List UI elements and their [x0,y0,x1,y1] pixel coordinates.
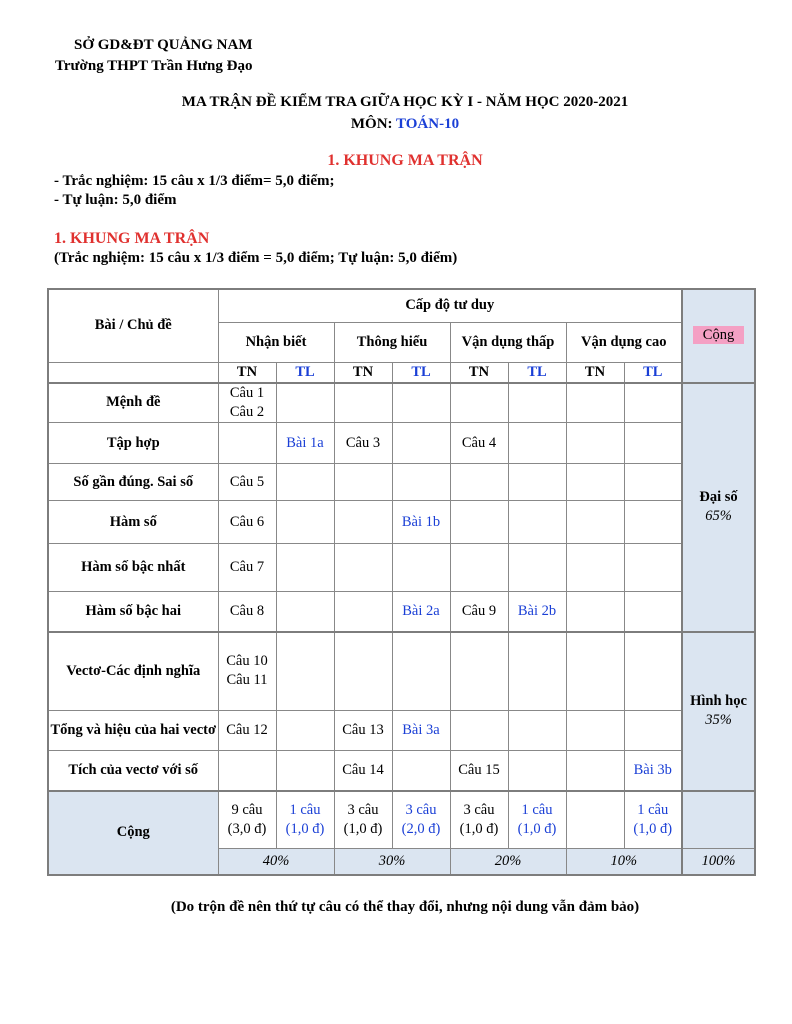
total-cell: 3 câu (1,0 đ) [334,791,392,849]
table-row [48,632,755,711]
footnote: (Do trộn đề nên thứ tự câu có thể thay đổi, nhưng nội dung vẫn đảm bảo) [170,899,640,915]
table-cell [218,423,276,464]
algebra-group-cell [682,383,755,632]
table-cell [566,711,624,751]
topic-cell: Vectơ-Các định nghĩa [48,632,218,711]
table-cell [566,632,624,711]
table-row [48,464,755,501]
table-row [48,711,755,751]
col-tl: TL [276,362,334,383]
table-cell: Bài 3a [392,711,450,751]
topic-cell: Hàm số bậc nhất [48,544,218,592]
algebra-group-percent: 65% [705,508,732,524]
score-summary-line: (Trắc nghiệm: 15 câu x 1/3 điểm = 5,0 điểm; Tự luận: 5,0 điểm) [54,250,458,266]
table-cell [624,592,682,632]
table-cell [334,383,392,423]
percent-low-application: 20% [450,849,566,875]
table-row [48,383,755,423]
table-cell [334,501,392,544]
table-cell [392,751,450,791]
table-cell [276,501,334,544]
table-cell: Câu 9 [450,592,508,632]
topic-cell: Hàm số [48,501,218,544]
table-cell: Bài 1b [392,501,450,544]
table-cell [624,501,682,544]
table-cell: Bài 3b [624,751,682,791]
table-cell [508,751,566,791]
table-cell: Câu 13 [334,711,392,751]
subject-label: MÔN: [350,116,397,132]
table-cell: Câu 14 [334,751,392,791]
geometry-group-name: Hình học [690,693,747,709]
table-cell [218,751,276,791]
table-cell: Câu 1 Câu 2 [218,383,276,423]
percent-recognition: 40% [218,849,334,875]
total-cell [566,791,624,849]
table-cell: Câu 7 [218,544,276,592]
table-cell [566,751,624,791]
table-cell [624,632,682,711]
table-row [48,592,755,632]
total-cell: 3 câu (2,0 đ) [392,791,450,849]
table-cell [566,592,624,632]
col-tl: TL [624,362,682,383]
multiple-choice-line: - Trắc nghiệm: 15 câu x 1/3 điểm= 5,0 điểm; [54,173,335,189]
table-cell [276,751,334,791]
table-cell: Câu 12 [218,711,276,751]
total-label: Cộng [48,791,218,875]
department-name: SỞ GD&ĐT QUẢNG NAM [74,37,253,53]
table-cell [508,632,566,711]
table-cell [508,423,566,464]
table-cell [334,592,392,632]
table-cell: Câu 10 Câu 11 [218,632,276,711]
level-low-application: Vận dụng thấp [450,322,566,362]
total-blank [682,791,755,849]
table-row [48,751,755,791]
topic-cell: Số gần đúng. Sai số [48,464,218,501]
table-cell [508,544,566,592]
total-cell: 1 câu (1,0 đ) [508,791,566,849]
essay-line: - Tự luận: 5,0 điểm [54,192,177,208]
level-high-application: Vận dụng cao [566,322,682,362]
table-cell [334,464,392,501]
level-recognition: Nhận biết [218,322,334,362]
table-cell: Bài 2b [508,592,566,632]
topic-subheader-blank [48,362,218,383]
col-tl: TL [392,362,450,383]
table-cell [392,632,450,711]
percent-understanding: 30% [334,849,450,875]
table-cell [276,592,334,632]
percent-high-application: 10% [566,849,682,875]
topic-cell: Tổng và hiệu của hai vectơ [48,711,218,751]
col-tl: TL [508,362,566,383]
subject-line [0,116,792,133]
level-understanding: Thông hiểu [334,322,450,362]
document-title: MA TRẬN ĐỀ KIỂM TRA GIỮA HỌC KỲ I - NĂM HỌC 2020-2021 [181,94,629,110]
table-row [48,544,755,592]
total-cell: 3 câu (1,0 đ) [450,791,508,849]
topic-header: Bài / Chủ đề [48,289,218,362]
table-cell [624,464,682,501]
total-cell: 1 câu (1,0 đ) [624,791,682,849]
table-cell [334,632,392,711]
table-cell [566,464,624,501]
table-cell [624,711,682,751]
table-cell: Câu 3 [334,423,392,464]
table-cell [450,711,508,751]
table-cell [624,423,682,464]
algebra-group-name: Đại số [699,489,738,505]
table-cell [276,464,334,501]
table-cell [450,501,508,544]
table-cell: Câu 4 [450,423,508,464]
total-cell: 9 câu (3,0 đ) [218,791,276,849]
table-cell [276,383,334,423]
section-heading-2: 1. KHUNG MA TRẬN [54,230,210,247]
topic-cell: Mệnh đề [48,383,218,423]
table-cell [450,544,508,592]
table-cell [450,383,508,423]
topic-cell: Hàm số bậc hai [48,592,218,632]
table-cell [508,711,566,751]
table-cell [624,383,682,423]
table-cell [450,632,508,711]
table-cell [508,501,566,544]
school-name: Trường THPT Trần Hưng Đạo [55,58,253,74]
table-cell: Bài 1a [276,423,334,464]
table-cell: Câu 8 [218,592,276,632]
total-cell: 1 câu (1,0 đ) [276,791,334,849]
topic-cell: Tập hợp [48,423,218,464]
table-cell [276,544,334,592]
percent-grand-total: 100% [682,849,755,875]
col-tn: TN [218,362,276,383]
col-tn: TN [566,362,624,383]
table-cell [276,632,334,711]
col-tn: TN [334,362,392,383]
table-cell [566,383,624,423]
table-cell [276,711,334,751]
table-row [48,423,755,464]
total-header-cell [682,289,755,383]
section-heading-1: 1. KHUNG MA TRẬN [327,152,483,169]
table-cell [566,423,624,464]
table-row [48,501,755,544]
table-cell: Câu 15 [450,751,508,791]
table-cell [566,544,624,592]
table-cell [508,464,566,501]
geometry-group-percent: 35% [705,712,732,728]
geometry-group-cell [682,632,755,791]
table-cell [392,383,450,423]
level-header: Cấp độ tư duy [218,289,682,322]
total-header: Cộng [693,326,744,344]
table-cell: Câu 5 [218,464,276,501]
table-cell [508,383,566,423]
subject-value: TOÁN-10 [396,116,460,132]
table-cell [392,423,450,464]
table-cell [450,464,508,501]
matrix-table [47,288,756,876]
table-cell: Câu 6 [218,501,276,544]
col-tn: TN [450,362,508,383]
total-row [48,791,755,849]
table-cell [624,544,682,592]
table-cell: Bài 2a [392,592,450,632]
table-cell [334,544,392,592]
table-cell [392,464,450,501]
table-cell [392,544,450,592]
table-cell [566,501,624,544]
topic-cell: Tích của vectơ với số [48,751,218,791]
